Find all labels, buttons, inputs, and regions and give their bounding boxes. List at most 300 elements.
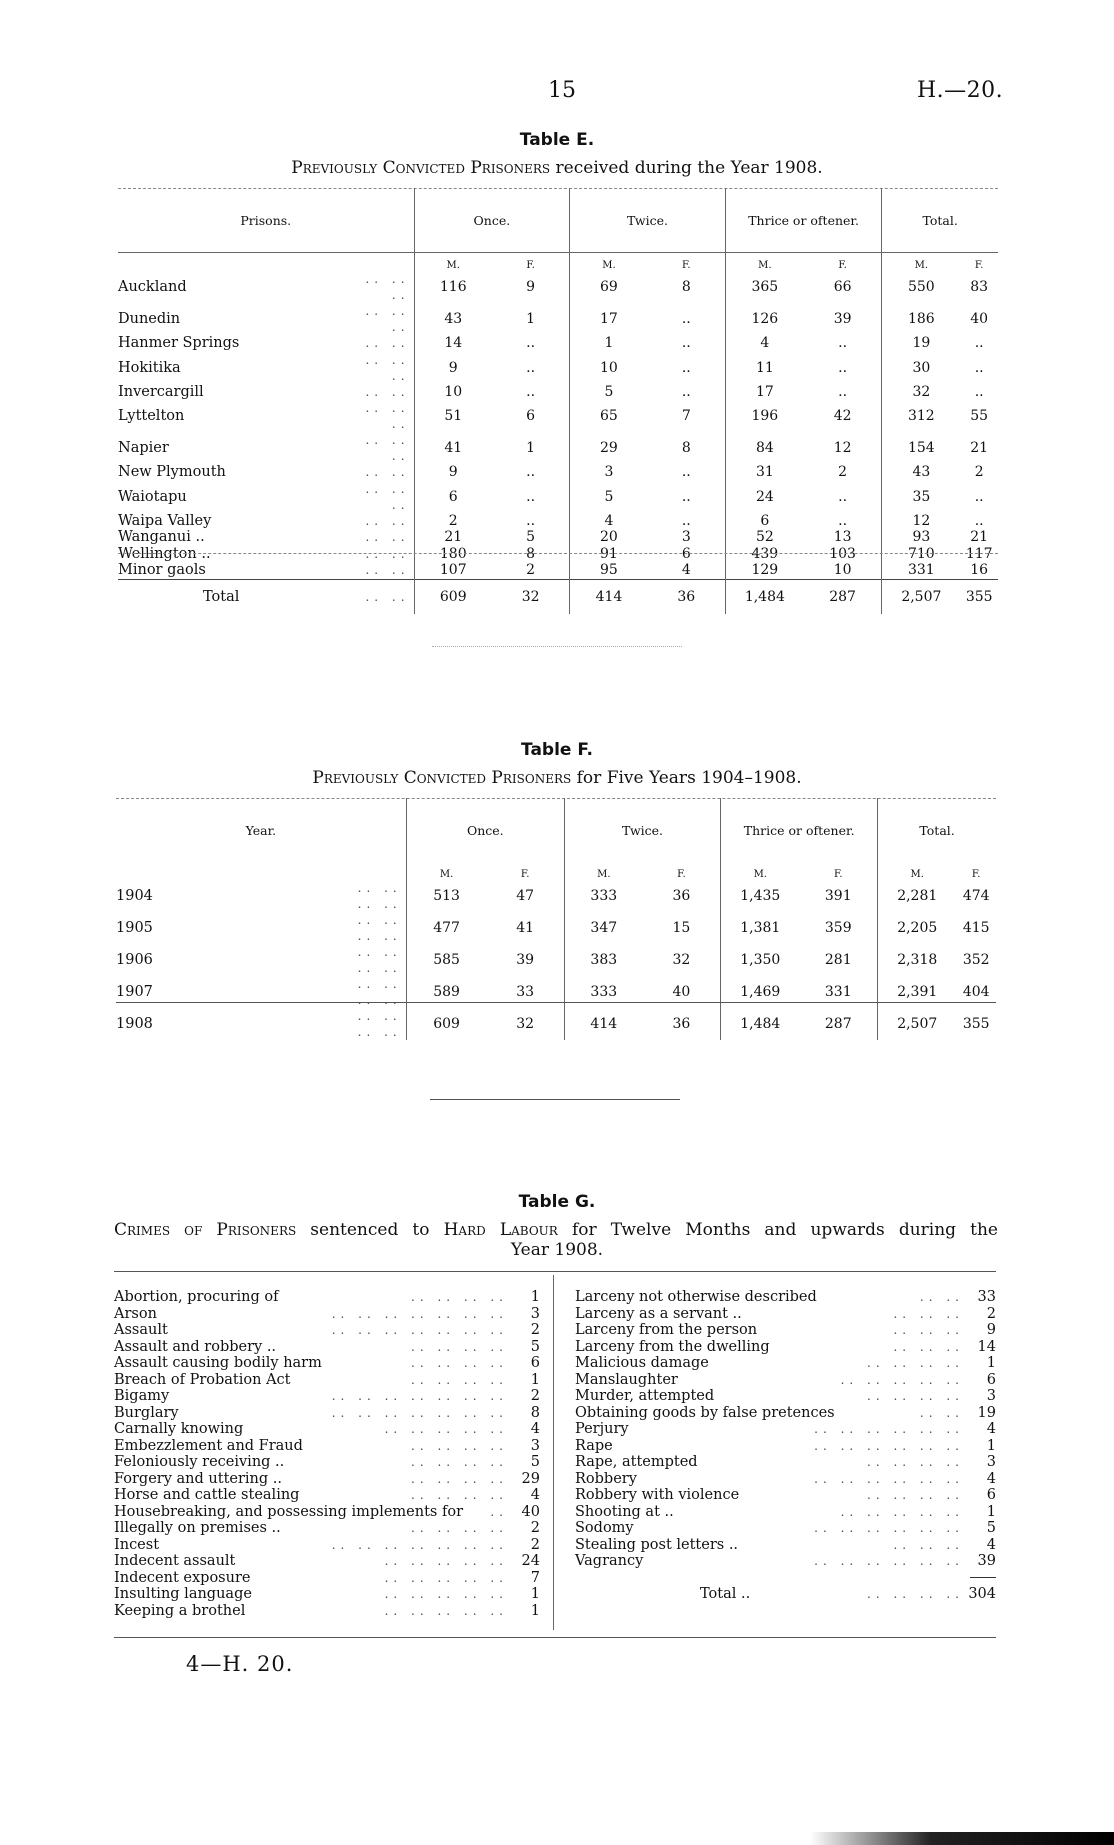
cell-male: 1,484 [721, 1008, 800, 1040]
crime-count: 304 [968, 1585, 996, 1602]
list-item [114, 1372, 540, 1389]
crime-count: 24 [521, 1553, 540, 1569]
crime-count: 1 [986, 1503, 996, 1520]
list-item [114, 1520, 540, 1537]
list-item [114, 1388, 540, 1405]
leader-dots: .. .. .. [365, 352, 410, 383]
scan-edge-mark [810, 1832, 1114, 1845]
leader-dots: .. .. .. [365, 433, 410, 463]
crime-count: 6 [986, 1371, 996, 1388]
cell-female: .. [974, 383, 984, 400]
cell-female: 32 [672, 952, 691, 968]
leader-dots: .. .. .. .. [411, 1290, 508, 1304]
sub-header-m: M. [878, 862, 957, 880]
crime-count: 4 [986, 1536, 996, 1553]
cell-female: 47 [516, 888, 535, 904]
cell-female: 6 [681, 545, 691, 562]
cell-male: 116 [414, 271, 492, 303]
cell-male: 1,484 [725, 579, 804, 614]
cell-female: 36 [648, 579, 726, 614]
table-g-subtitle-line1 [114, 1220, 998, 1240]
cell-male: 383 [564, 944, 642, 976]
table-g-subtitle-mid: sentenced to [296, 1220, 444, 1240]
crime-count: 5 [530, 1338, 540, 1355]
crime-count: 2 [530, 1536, 540, 1553]
table-e-subtitle [0, 158, 1114, 178]
crime-name: Malicious damage [575, 1355, 709, 1371]
list-item [575, 1520, 996, 1537]
list-item [575, 1553, 996, 1570]
leader-dots: .. .. .. .. .. .. .. [331, 1389, 508, 1403]
cell-male: 51 [414, 400, 492, 432]
crime-name: Perjury [575, 1421, 629, 1437]
leader-dots: .. .. .. .. [357, 945, 402, 975]
cell-male: 585 [406, 944, 486, 976]
col-header-thrice: Thrice or oftener. [721, 798, 878, 862]
sub-header-f: F. [681, 260, 691, 271]
cell-male: 12 [882, 513, 961, 530]
cell-male: 2,318 [878, 944, 957, 976]
row-label: Invercargill [118, 383, 204, 400]
cell-male: 1,350 [721, 944, 800, 976]
cell-male: 84 [725, 432, 804, 464]
crime-count: 3 [530, 1437, 540, 1454]
list-item [114, 1586, 540, 1603]
cell-female: 287 [804, 579, 882, 614]
row-label: Wanganui .. [118, 529, 205, 546]
cell-female: 21 [970, 529, 989, 546]
table-g-column-divider [553, 1275, 554, 1630]
cell-female: 16 [970, 562, 989, 579]
crime-name: Horse and cattle stealing [114, 1487, 300, 1503]
crime-count: 4 [530, 1421, 540, 1437]
cell-female: 2 [838, 464, 848, 481]
table-g-subtitle-smallcaps-2: Hard Labour [443, 1220, 558, 1240]
table-row [116, 944, 996, 976]
table-e-subtitle-smallcaps: Previously Convicted Prisoners [291, 158, 551, 178]
leader-dots: .. .. .. [893, 1537, 964, 1552]
cell-male: 126 [725, 303, 804, 335]
cell-female: .. [681, 383, 691, 400]
cell-female: 36 [672, 888, 691, 904]
cell-female: .. [974, 335, 984, 352]
sub-header-m: M. [721, 862, 800, 880]
total-underline [970, 1577, 996, 1578]
crime-count: 3 [530, 1305, 540, 1322]
cell-female: 7 [681, 408, 691, 424]
cell-male: 129 [725, 562, 804, 579]
cell-male: 1,435 [721, 880, 800, 912]
leader-dots: .. .. .. .. .. [384, 1570, 508, 1585]
cell-female: 1 [526, 311, 536, 327]
list-item [114, 1421, 540, 1438]
leader-dots: .. .. [365, 546, 410, 561]
leader-dots: .. .. [365, 513, 410, 528]
row-label: Waiotapu [118, 488, 187, 505]
cell-female: 281 [824, 952, 852, 968]
crime-name: Assault and robbery .. [114, 1338, 277, 1355]
leader-dots: .. .. [919, 1405, 964, 1420]
table-row [118, 481, 998, 513]
cell-female: 36 [672, 1016, 691, 1032]
row-label: Dunedin [118, 311, 181, 327]
crime-name: Insulting language [114, 1586, 252, 1602]
crime-name: Embezzlement and Fraud [114, 1437, 303, 1454]
row-label: Napier [118, 440, 169, 456]
cell-male: 9 [414, 352, 492, 384]
table-row [118, 400, 998, 432]
table-f-subtitle [0, 768, 1114, 788]
leader-dots: .. .. .. [365, 272, 410, 302]
row-label: Auckland [118, 279, 187, 295]
cell-male: 29 [570, 432, 648, 464]
table-row [118, 384, 998, 401]
cell-male: 35 [882, 481, 961, 513]
leader-dots: .. .. .. .. [357, 913, 402, 943]
row-label: 1907 [116, 984, 153, 1000]
cell-male: 477 [406, 912, 486, 944]
table-f-bottom-rule [116, 1002, 996, 1003]
leader-dots: .. .. .. .. .. .. .. [331, 1537, 508, 1552]
crime-name: Rape [575, 1437, 613, 1454]
list-item [575, 1487, 996, 1504]
sub-header-f: F. [520, 869, 530, 880]
crime-count: 4 [986, 1470, 996, 1487]
cell-male: 17 [725, 384, 804, 401]
crime-count: 2 [530, 1322, 540, 1338]
cell-male: 19 [882, 335, 961, 352]
cell-female: 83 [970, 279, 989, 295]
list-item [114, 1438, 540, 1455]
crime-name: Vagrancy [575, 1553, 644, 1569]
cell-female: 41 [516, 920, 535, 936]
leader-dots: .. .. .. [365, 304, 410, 334]
table-row [118, 513, 998, 530]
cell-female: .. [526, 335, 536, 352]
list-item [575, 1537, 996, 1554]
table-f-subtitle-rest: for Five Years 1904–1908. [571, 768, 802, 788]
table-e [118, 188, 998, 614]
cell-female: 103 [829, 545, 856, 562]
list-item [114, 1553, 540, 1570]
cell-male: 32 [882, 384, 961, 401]
cell-male: 14 [414, 335, 492, 352]
crime-name: Arson [114, 1305, 157, 1322]
sub-header-f: F. [833, 869, 843, 880]
table-row [118, 464, 998, 481]
sub-header-m: M. [882, 253, 961, 272]
crime-name: Feloniously receiving .. [114, 1454, 285, 1470]
leader-dots: .. .. .. .. .. [840, 1504, 964, 1519]
crime-count: 4 [530, 1487, 540, 1503]
leader-dots: .. .. .. .. .. [840, 1372, 964, 1387]
cell-male: 21 [414, 529, 492, 546]
cell-female: 359 [824, 920, 852, 936]
table-e-bottom-rule [118, 553, 998, 554]
cell-female: 15 [672, 920, 691, 936]
leader-dots: .. .. .. .. [867, 1389, 964, 1403]
leader-dots: .. .. .. [893, 1306, 964, 1321]
cell-female: .. [838, 488, 848, 505]
cell-male: 333 [564, 976, 642, 1008]
crime-name: Rape, attempted [575, 1454, 698, 1470]
table-row [118, 335, 998, 352]
crime-count: 2 [986, 1305, 996, 1322]
cell-female: 404 [962, 984, 990, 1000]
leader-dots: .. .. .. [893, 1323, 964, 1337]
cell-female: 10 [833, 562, 852, 579]
total-row [118, 579, 998, 614]
cell-female: 8 [681, 279, 691, 295]
section-divider [430, 1099, 680, 1100]
sub-header-f: F. [677, 869, 686, 880]
crime-name: Stealing post letters .. [575, 1536, 739, 1553]
cell-female: .. [526, 464, 536, 481]
crime-name: Forgery and uttering .. [114, 1470, 282, 1487]
crime-name: Illegally on premises .. [114, 1520, 281, 1536]
crime-name: Murder, attempted [575, 1388, 715, 1404]
leader-dots: .. .. .. .. [411, 1339, 508, 1354]
cell-male: 710 [882, 546, 961, 563]
table-g-right-column [575, 1289, 996, 1602]
crime-count: 33 [977, 1289, 996, 1305]
crime-name: Burglary [114, 1404, 179, 1421]
cell-male: 365 [725, 271, 804, 303]
cell-female: 12 [833, 440, 852, 456]
cell-female: 1 [526, 440, 536, 456]
list-item [575, 1289, 996, 1306]
cell-male: 10 [570, 352, 648, 384]
cell-male: 52 [725, 529, 804, 546]
cell-female: 8 [526, 545, 536, 562]
table-row [118, 562, 998, 579]
crime-count: 3 [986, 1388, 996, 1404]
cell-male: 2,391 [878, 976, 957, 1008]
crime-count: 3 [986, 1454, 996, 1470]
leader-dots: .. .. .. .. [411, 1438, 508, 1453]
row-label: Total [118, 579, 361, 614]
cell-female: 32 [492, 579, 570, 614]
leader-dots: .. .. .. .. .. .. [814, 1438, 964, 1453]
table-row [116, 1008, 996, 1040]
cell-female: .. [838, 335, 848, 352]
cell-male: 414 [564, 1008, 642, 1040]
table-g-subtitle-rest: for Twelve Months and upwards during the [557, 1220, 998, 1240]
crime-name: Indecent assault [114, 1553, 236, 1569]
cell-female: .. [838, 383, 848, 400]
cell-female: .. [838, 359, 848, 376]
leader-dots: .. .. .. .. [357, 977, 402, 1007]
cell-male: 180 [414, 546, 492, 563]
crime-count: 40 [521, 1503, 540, 1520]
table-g-bottom-rule [114, 1637, 996, 1638]
crime-name: Shooting at .. [575, 1503, 674, 1520]
sub-header-m: M. [414, 253, 492, 272]
list-item [114, 1306, 540, 1323]
cell-male: 2,507 [882, 579, 961, 614]
table-g-title: Table G. [518, 1192, 596, 1212]
cell-female: 117 [965, 545, 993, 562]
list-item [575, 1372, 996, 1389]
cell-male: 6 [725, 513, 804, 530]
cell-female: 355 [962, 1016, 990, 1032]
crime-name: Larceny from the person [575, 1322, 758, 1338]
crime-name: Breach of Probation Act [114, 1371, 291, 1388]
row-label: 1908 [116, 1016, 153, 1032]
leader-dots: .. .. .. .. [411, 1356, 508, 1370]
cell-male: 20 [570, 529, 648, 546]
leader-dots: .. .. .. .. .. [384, 1587, 508, 1601]
crime-name: Assault [114, 1322, 168, 1338]
cell-female: 66 [833, 279, 852, 295]
list-item [575, 1438, 996, 1455]
list-item [114, 1322, 540, 1339]
table-f [116, 798, 996, 1040]
crime-count: 5 [530, 1454, 540, 1470]
crime-count: 6 [530, 1355, 540, 1371]
cell-male: 41 [414, 432, 492, 464]
list-item [575, 1504, 996, 1521]
crime-count: 7 [530, 1569, 540, 1586]
crime-name: Housebreaking, and possessing implements for [114, 1503, 463, 1520]
cell-male: 312 [882, 400, 961, 432]
crime-count: 1 [986, 1437, 996, 1454]
cell-female: 21 [970, 440, 989, 456]
cell-male: 2,205 [878, 912, 957, 944]
list-item [575, 1355, 996, 1372]
cell-male: 31 [725, 464, 804, 481]
table-row [118, 432, 998, 464]
crime-count: 2 [530, 1388, 540, 1404]
cell-male: 4 [570, 513, 648, 530]
cell-male: 2,281 [878, 880, 957, 912]
col-header-prisons: Prisons. [240, 212, 292, 228]
cell-female: .. [681, 464, 691, 481]
cell-female: 13 [833, 529, 852, 546]
leader-dots: .. .. .. .. .. .. .. [331, 1323, 508, 1337]
leader-dots: .. .. .. .. .. [384, 1554, 508, 1568]
cell-female: 352 [962, 952, 990, 968]
cell-female: .. [681, 488, 691, 505]
row-label: Wellington .. [118, 545, 211, 562]
leader-dots: .. .. .. [893, 1339, 964, 1354]
col-header-twice: Twice. [564, 798, 720, 862]
list-item [575, 1405, 996, 1422]
list-item [575, 1421, 996, 1438]
cell-male: 196 [725, 400, 804, 432]
cell-female: 32 [516, 1016, 535, 1032]
row-label: Hokitika [118, 359, 181, 376]
row-label: 1905 [116, 920, 153, 936]
sub-header-m: M. [570, 253, 648, 272]
cell-male: 347 [564, 912, 642, 944]
cell-female: 39 [833, 311, 852, 327]
cell-male: 550 [882, 271, 961, 303]
table-e-title: Table E. [519, 130, 595, 150]
col-header-total: Total. [878, 798, 996, 862]
cell-female: .. [526, 359, 536, 376]
crime-count: 19 [977, 1404, 996, 1421]
cell-male: 4 [725, 335, 804, 352]
leader-dots: .. .. .. .. [357, 881, 402, 911]
crime-count: 8 [530, 1404, 540, 1421]
cell-female: 40 [672, 984, 691, 1000]
leader-dots: .. .. .. .. .. .. .. [331, 1306, 508, 1321]
row-label: 1904 [116, 888, 153, 904]
col-header-twice: Twice. [570, 188, 726, 253]
crime-name: Larceny from the dwelling [575, 1338, 770, 1355]
cell-male: 3 [570, 464, 648, 481]
cell-male: 30 [882, 352, 961, 384]
cell-female: .. [681, 512, 691, 529]
crime-name: Robbery [575, 1470, 637, 1487]
crime-count: 29 [521, 1470, 540, 1487]
crime-name: Sodomy [575, 1520, 634, 1536]
leader-dots: .. .. .. .. [411, 1471, 508, 1486]
cell-female: .. [526, 488, 536, 505]
list-item [114, 1570, 540, 1587]
list-item [114, 1454, 540, 1471]
cell-male: 589 [406, 976, 486, 1008]
crime-count: 1 [986, 1355, 996, 1371]
leader-dots: .. .. .. [365, 481, 410, 512]
cell-female: 415 [962, 920, 990, 936]
cell-male: 69 [570, 271, 648, 303]
col-header-year: Year. [245, 822, 277, 838]
list-item [114, 1289, 540, 1306]
crime-name: Assault causing bodily harm [114, 1355, 322, 1371]
leader-dots: .. .. .. .. .. .. .. [331, 1405, 508, 1420]
cell-female: 42 [833, 408, 852, 424]
cell-male: 43 [882, 464, 961, 481]
cell-male: 609 [406, 1008, 486, 1040]
list-item [114, 1471, 540, 1488]
list-item [114, 1537, 540, 1554]
leader-dots: .. .. .. .. [411, 1372, 508, 1387]
row-label: Hanmer Springs [118, 335, 240, 352]
crime-name: Indecent exposure [114, 1569, 251, 1586]
cell-male: 439 [725, 546, 804, 563]
sub-header-f: F. [838, 260, 847, 271]
cell-female: 5 [526, 529, 536, 546]
crime-name: Incest [114, 1536, 160, 1553]
total-separator [575, 1570, 996, 1586]
crime-name: Obtaining goods by false pretences [575, 1404, 835, 1421]
col-header-once: Once. [406, 798, 564, 862]
cell-female: .. [974, 512, 984, 529]
cell-female: 391 [824, 888, 852, 904]
sub-header-m: M. [564, 862, 642, 880]
crime-name: Keeping a brothel [114, 1602, 246, 1619]
cell-female: 355 [960, 579, 998, 614]
cell-female: 39 [516, 952, 535, 968]
cell-male: 24 [725, 481, 804, 513]
cell-female: 9 [526, 279, 536, 295]
crime-name: Larceny not otherwise described [575, 1289, 817, 1305]
cell-female: 6 [526, 408, 536, 424]
cell-female: 2 [974, 464, 984, 481]
row-label: Waipa Valley [118, 512, 212, 529]
list-item [114, 1339, 540, 1356]
table-g-left-column [114, 1289, 540, 1619]
leader-dots: .. .. .. .. [357, 1009, 402, 1039]
sub-header-f: F. [526, 260, 535, 271]
row-label: New Plymouth [118, 464, 226, 481]
crime-count: 4 [986, 1421, 996, 1437]
leader-dots: .. .. .. .. .. .. [814, 1554, 964, 1568]
leader-dots: .. .. .. .. [867, 1586, 964, 1601]
crime-name: Robbery with violence [575, 1487, 740, 1503]
